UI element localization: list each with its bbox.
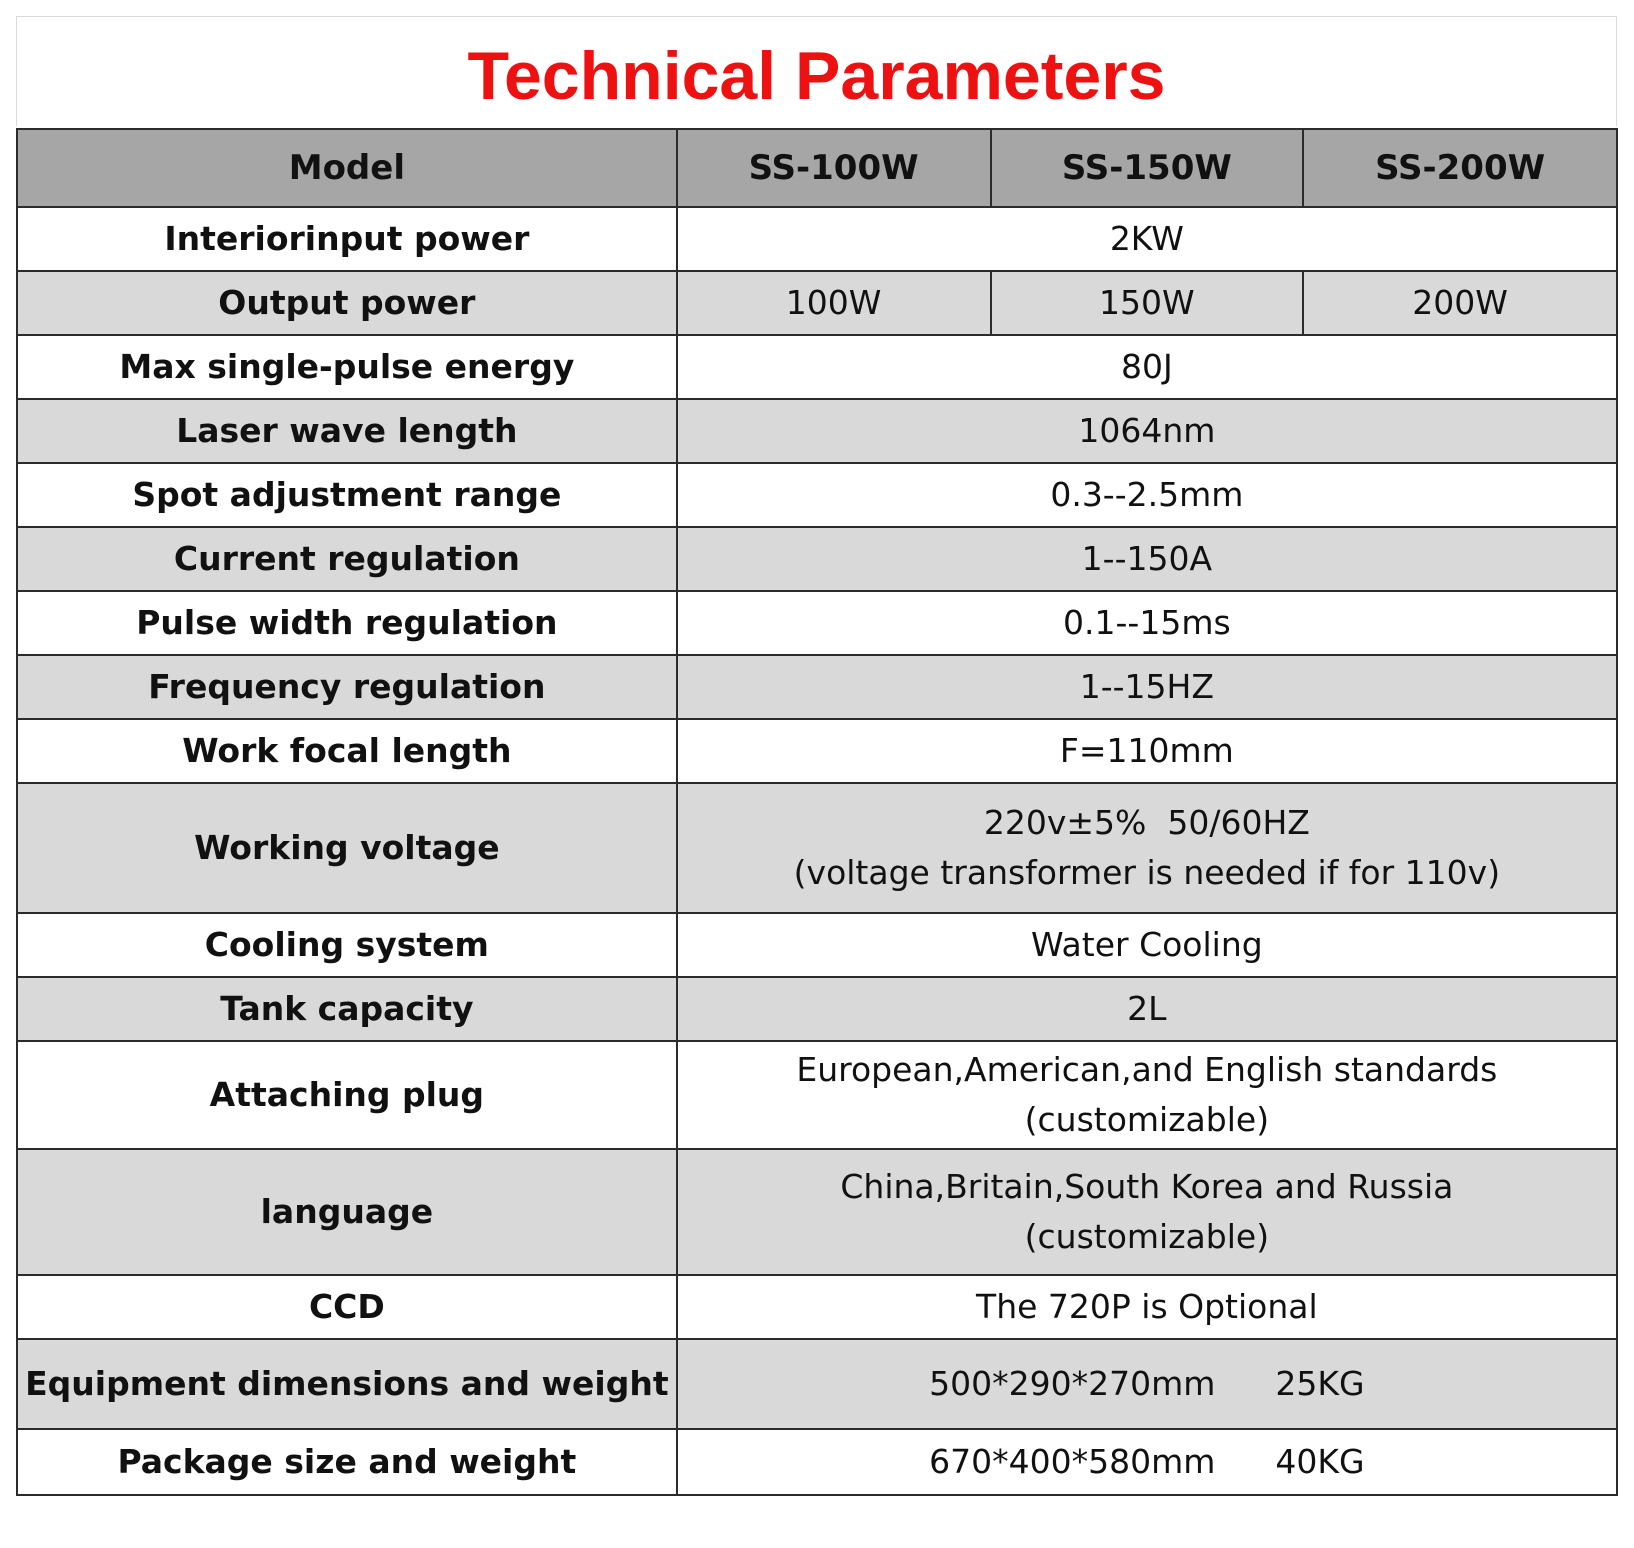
row-label: Output power: [17, 271, 677, 335]
package-dimensions: 670*400*580mm: [929, 1442, 1216, 1481]
model-ss-200w: SS-200W: [1303, 129, 1617, 207]
row-value: [677, 783, 1617, 913]
row-label: Interiorinput power: [17, 207, 677, 271]
row-ccd: [17, 1275, 1617, 1339]
row-pulse-width: [17, 591, 1617, 655]
row-interior-input-power: [17, 207, 1617, 271]
row-language: [17, 1149, 1617, 1275]
equipment-dimensions: 500*290*270mm: [929, 1364, 1216, 1403]
row-value: The 720P is Optional: [677, 1275, 1617, 1339]
row-label: Package size and weight: [17, 1429, 677, 1495]
row-value: 1--150A: [677, 527, 1617, 591]
row-value: [677, 1429, 1617, 1495]
row-tank: [17, 977, 1617, 1041]
row-plug: [17, 1041, 1617, 1149]
row-package: [17, 1429, 1617, 1495]
row-equipment: [17, 1339, 1617, 1429]
row-wave-length: [17, 399, 1617, 463]
output-power-200w: 200W: [1303, 271, 1617, 335]
row-value: 0.1--15ms: [677, 591, 1617, 655]
row-value: 1--15HZ: [677, 655, 1617, 719]
header-row: [17, 129, 1617, 207]
row-label: Cooling system: [17, 913, 677, 977]
value-line-2: (customizable): [1024, 1217, 1270, 1256]
row-label: Laser wave length: [17, 399, 677, 463]
row-label: Work focal length: [17, 719, 677, 783]
row-label: Attaching plug: [17, 1041, 677, 1149]
row-value: Water Cooling: [677, 913, 1617, 977]
row-frequency: [17, 655, 1617, 719]
row-working-voltage: [17, 783, 1617, 913]
row-label: Max single-pulse energy: [17, 335, 677, 399]
row-label: Tank capacity: [17, 977, 677, 1041]
value-line-2: (voltage transformer is needed if for 110v): [793, 853, 1501, 892]
row-label: Frequency regulation: [17, 655, 677, 719]
row-output-power: [17, 271, 1617, 335]
output-power-100w: 100W: [677, 271, 991, 335]
row-focal-length: [17, 719, 1617, 783]
row-value: 2L: [677, 977, 1617, 1041]
row-value: 1064nm: [677, 399, 1617, 463]
package-weight: 40KG: [1275, 1442, 1365, 1481]
row-current-regulation: [17, 527, 1617, 591]
row-cooling: [17, 913, 1617, 977]
model-header-label: Model: [17, 129, 677, 207]
row-value: 80J: [677, 335, 1617, 399]
row-value: [677, 1149, 1617, 1275]
row-label: language: [17, 1149, 677, 1275]
row-value: [677, 1339, 1617, 1429]
spec-table: [16, 128, 1618, 1496]
row-label: Current regulation: [17, 527, 677, 591]
row-label: Pulse width regulation: [17, 591, 677, 655]
row-value: [677, 1041, 1617, 1149]
value-line-2: (customizable): [1024, 1100, 1270, 1139]
row-label: Working voltage: [17, 783, 677, 913]
row-label: Spot adjustment range: [17, 463, 677, 527]
row-value: 0.3--2.5mm: [677, 463, 1617, 527]
output-power-150w: 150W: [991, 271, 1304, 335]
model-ss-100w: SS-100W: [677, 129, 991, 207]
row-value: 2KW: [677, 207, 1617, 271]
page-title: Technical Parameters: [467, 38, 1166, 114]
model-ss-150w: SS-150W: [991, 129, 1304, 207]
row-label: CCD: [17, 1275, 677, 1339]
value-line-1: China,Britain,South Korea and Russia: [840, 1167, 1454, 1206]
equipment-weight: 25KG: [1275, 1364, 1365, 1403]
row-spot-range: [17, 463, 1617, 527]
value-line-1: 220v±5% 50/60HZ: [983, 803, 1310, 842]
row-label: Equipment dimensions and weight: [17, 1339, 677, 1429]
row-max-pulse-energy: [17, 335, 1617, 399]
value-line-1: European,American,and English standards: [796, 1050, 1498, 1089]
row-value: F=110mm: [677, 719, 1617, 783]
